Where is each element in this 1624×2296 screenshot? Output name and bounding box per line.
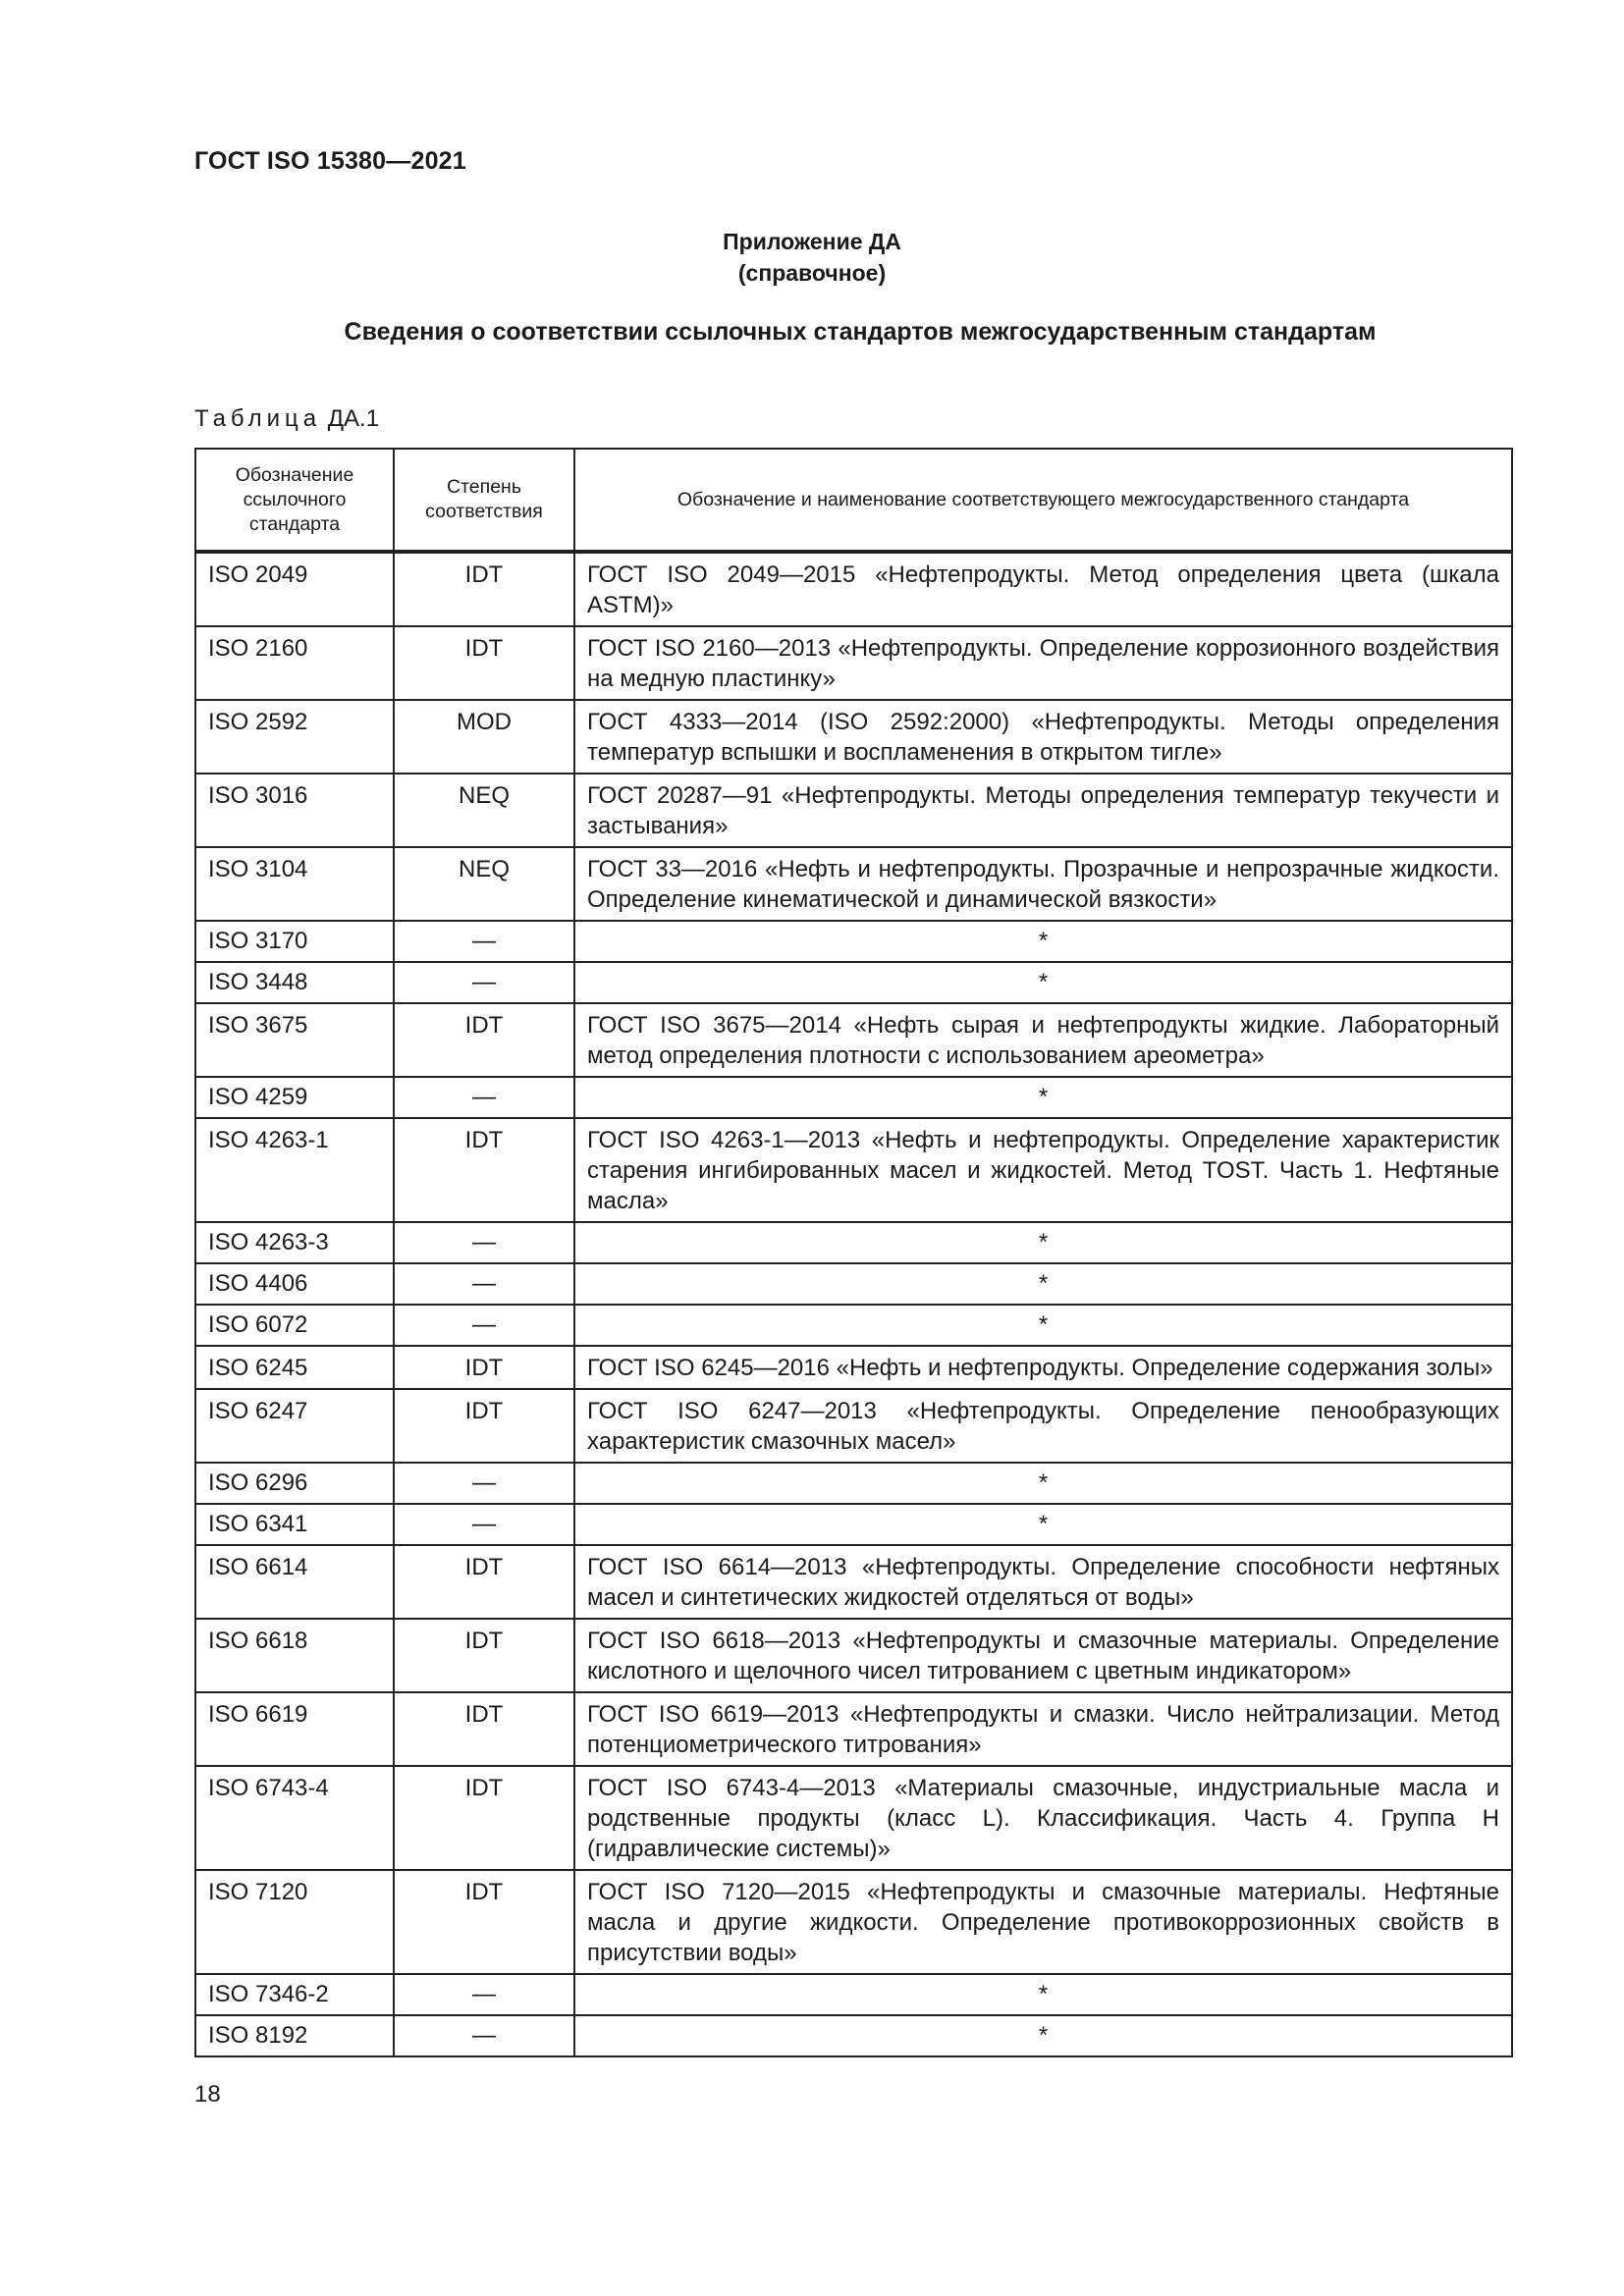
cell-reference: ISO 3016 (195, 774, 394, 847)
cell-degree: IDT (394, 1346, 574, 1389)
table-row (195, 1077, 1512, 1118)
cell-reference: ISO 6072 (195, 1305, 394, 1346)
cell-reference: ISO 6618 (195, 1619, 394, 1692)
table-row (195, 1263, 1512, 1305)
table-header-row (195, 449, 1512, 552)
cell-reference: ISO 2160 (195, 626, 394, 700)
cell-standard: * (574, 921, 1512, 962)
cell-standard: ГОСТ ISO 6619—2013 «Нефтепродукты и смазки. Число нейтрализации. Метод потенциометрического титрования» (574, 1692, 1512, 1766)
cell-reference: ISO 6296 (195, 1463, 394, 1504)
cell-reference: ISO 7346-2 (195, 1974, 394, 2015)
cell-degree: — (394, 1263, 574, 1305)
cell-standard: ГОСТ ISO 3675—2014 «Нефть сырая и нефтепродукты жидкие. Лабораторный метод определения плотности с использованием ареометра» (574, 1003, 1512, 1077)
table-row (195, 1766, 1512, 1870)
cell-standard: * (574, 1222, 1512, 1263)
cell-degree: MOD (394, 700, 574, 774)
column-header-standard: Обозначение и наименование соответствующего межгосударственного стандарта (574, 449, 1512, 552)
cell-reference: ISO 6619 (195, 1692, 394, 1766)
cell-standard: ГОСТ 4333—2014 (ISO 2592:2000) «Нефтепродукты. Методы определения температур вспышки и воспламенения в открытом тигле» (574, 700, 1512, 774)
table-row (195, 1305, 1512, 1346)
cell-degree: IDT (394, 1118, 574, 1222)
table-row (195, 626, 1512, 700)
cell-degree: IDT (394, 1389, 574, 1463)
table-caption-word: Таблица (194, 405, 322, 432)
table-row (195, 962, 1512, 1003)
cell-reference: ISO 6743-4 (195, 1766, 394, 1870)
cell-standard: ГОСТ ISO 6247—2013 «Нефтепродукты. Определение пенообразующих характеристик смазочных масел» (574, 1389, 1512, 1463)
cell-standard: * (574, 1305, 1512, 1346)
appendix-title: Приложение ДА (723, 229, 901, 254)
appendix-subtitle: (справочное) (737, 260, 887, 286)
table-body (195, 552, 1512, 2056)
cell-standard: ГОСТ 20287—91 «Нефтепродукты. Методы определения температур текучести и застывания» (574, 774, 1512, 847)
cell-degree: IDT (394, 1870, 574, 1974)
cell-degree: IDT (394, 1545, 574, 1619)
cell-reference: ISO 3170 (195, 921, 394, 962)
cell-standard: ГОСТ ISO 2160—2013 «Нефтепродукты. Определение коррозионного воздействия на медную пластинку» (574, 626, 1512, 700)
cell-standard: ГОСТ ISO 6614—2013 «Нефтепродукты. Определение способности нефтяных масел и синтетических жидкостей отделяться от воды» (574, 1545, 1512, 1619)
cell-standard: ГОСТ ISO 2049—2015 «Нефтепродукты. Метод определения цвета (шкала ASTM)» (574, 552, 1512, 626)
cell-reference: ISO 4406 (195, 1263, 394, 1305)
table-row (195, 774, 1512, 847)
cell-reference: ISO 3675 (195, 1003, 394, 1077)
table-row (195, 1222, 1512, 1263)
cell-degree: — (394, 921, 574, 962)
table-row (195, 1974, 1512, 2015)
column-header-reference: Обозначение ссылочного стандарта (195, 449, 394, 552)
table-row (195, 1389, 1512, 1463)
cell-reference: ISO 8192 (195, 2015, 394, 2056)
cell-reference: ISO 6341 (195, 1504, 394, 1545)
cell-standard: ГОСТ 33—2016 «Нефть и нефтепродукты. Прозрачные и непрозрачные жидкости. Определение кинематической и динамической вязкости» (574, 847, 1512, 921)
cell-degree: — (394, 1504, 574, 1545)
cell-degree: IDT (394, 1766, 574, 1870)
cell-standard: * (574, 962, 1512, 1003)
page-number: 18 (194, 2081, 221, 2108)
cell-standard: ГОСТ ISO 6743-4—2013 «Материалы смазочные, индустриальные масла и родственные продукты (класс L). Классификация. Часть 4. Группа Н (гидравлические системы)» (574, 1766, 1512, 1870)
cell-standard: ГОСТ ISO 6618—2013 «Нефтепродукты и смазочные материалы. Определение кислотного и щелочного чисел титрованием с цветным индикатором» (574, 1619, 1512, 1692)
column-header-degree: Степень соответствия (394, 449, 574, 552)
cell-reference: ISO 6247 (195, 1389, 394, 1463)
cell-degree: — (394, 1974, 574, 2015)
cell-reference: ISO 4259 (195, 1077, 394, 1118)
cell-reference: ISO 6245 (195, 1346, 394, 1389)
cell-standard: ГОСТ ISO 4263-1—2013 «Нефть и нефтепродукты. Определение характеристик старения ингибированных масел и жидкостей. Метод TOST. Часть 1. Нефтяные масла» (574, 1118, 1512, 1222)
cell-degree: NEQ (394, 774, 574, 847)
cell-degree: NEQ (394, 847, 574, 921)
table-row (195, 1463, 1512, 1504)
table-row (195, 1504, 1512, 1545)
cell-standard: * (574, 2015, 1512, 2056)
cell-standard: * (574, 1077, 1512, 1118)
cell-reference: ISO 7120 (195, 1870, 394, 1974)
cell-reference: ISO 2049 (195, 552, 394, 626)
appendix-title-block (0, 226, 1624, 289)
table-row (195, 1692, 1512, 1766)
table-row (195, 847, 1512, 921)
table-row (195, 1118, 1512, 1222)
table-row (195, 1346, 1512, 1389)
table-row (195, 1870, 1512, 1974)
cell-reference: ISO 2592 (195, 700, 394, 774)
table-row (195, 1003, 1512, 1077)
cell-degree: IDT (394, 626, 574, 700)
table-caption (194, 405, 379, 433)
table-row (195, 552, 1512, 626)
table-row (195, 1545, 1512, 1619)
cell-standard: ГОСТ ISO 6245—2016 «Нефть и нефтепродукты. Определение содержания золы» (574, 1346, 1512, 1389)
cell-standard: ГОСТ ISO 7120—2015 «Нефтепродукты и смазочные материалы. Нефтяные масла и другие жидкости. Определение противокоррозионных свойств в присутствии воды» (574, 1870, 1512, 1974)
cell-degree: — (394, 1463, 574, 1504)
cell-degree: IDT (394, 552, 574, 626)
cell-degree: — (394, 1077, 574, 1118)
cell-degree: — (394, 962, 574, 1003)
cell-degree: IDT (394, 1619, 574, 1692)
cell-degree: — (394, 2015, 574, 2056)
table-row (195, 2015, 1512, 2056)
table-row (195, 1619, 1512, 1692)
cell-degree: — (394, 1222, 574, 1263)
document-header: ГОСТ ISO 15380—2021 (194, 147, 466, 175)
cell-degree: IDT (394, 1003, 574, 1077)
cell-degree: IDT (394, 1692, 574, 1766)
cell-standard: * (574, 1974, 1512, 2015)
cell-reference: ISO 3104 (195, 847, 394, 921)
table-caption-id: ДА.1 (327, 405, 380, 432)
table-row (195, 921, 1512, 962)
cell-standard: * (574, 1504, 1512, 1545)
cell-degree: — (394, 1305, 574, 1346)
table-row (195, 700, 1512, 774)
cell-reference: ISO 4263-3 (195, 1222, 394, 1263)
cell-standard: * (574, 1263, 1512, 1305)
cell-reference: ISO 3448 (195, 962, 394, 1003)
reference-standards-table (194, 448, 1513, 2057)
cell-standard: * (574, 1463, 1512, 1504)
cell-reference: ISO 6614 (195, 1545, 394, 1619)
cell-reference: ISO 4263-1 (195, 1118, 394, 1222)
section-heading: Сведения о соответствии ссылочных стандартов межгосударственным стандартам (344, 318, 1377, 346)
